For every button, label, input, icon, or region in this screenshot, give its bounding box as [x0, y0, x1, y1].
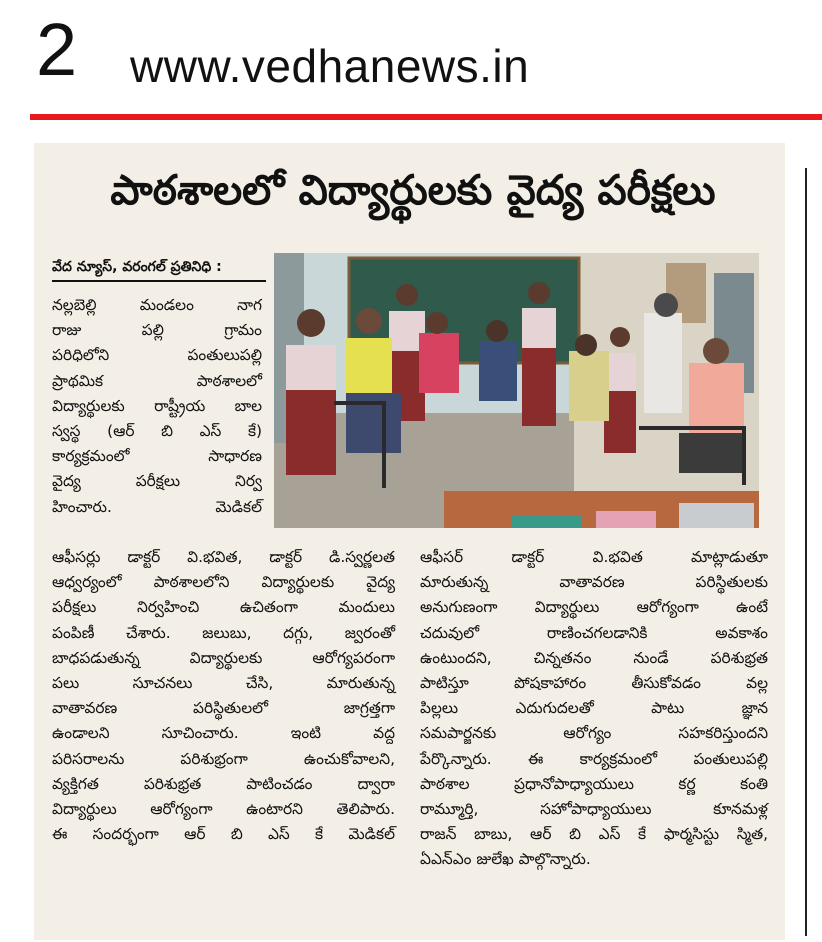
text-line: మారుతున్న వాతావరణ పరిస్థితులకు [420, 573, 768, 592]
article-body-col-right [420, 545, 768, 873]
news-article [34, 143, 785, 940]
article-headline: పాఠశాలలో విద్యార్థులకు వైద్య పరీక్షలు [110, 166, 716, 214]
text-line: చదువులో రాణించగలడానికి అవకాశం [420, 623, 768, 642]
text-line: ప్రాథమిక పాఠశాలలో [52, 371, 262, 390]
site-url: www.vedhanews.in [130, 40, 530, 92]
text-line: నల్లబెల్లి మండలం నాగ [52, 296, 262, 314]
article-body-col-left [52, 545, 395, 847]
byline-underline [52, 280, 266, 282]
text-line: పరిధిలోని పంతులుపల్లి [52, 346, 262, 365]
article-photo [274, 253, 759, 528]
article-byline: వేద న్యూస్, వరంగల్ ప్రతినిధి : [52, 259, 222, 275]
text-line: పరీక్షలు నిర్వహించి ఉచితంగా మందులు [52, 598, 395, 617]
text-line: అనుగుణంగా విద్యార్థులు ఆరోగ్యంగా ఉంటే [420, 598, 768, 617]
page-number: 2 [36, 8, 78, 91]
text-line: ఆఫీసర్లు డాక్టర్ వి.భవిత, డాక్టర్ డి.స్వర్ణలత [52, 548, 395, 566]
column-divider-rule [805, 168, 807, 936]
text-line: పేర్కొన్నారు. ఈ కార్యక్రమంలో పంతులుపల్లి [420, 749, 768, 768]
classroom-photo-illustration [274, 253, 759, 528]
text-line: కార్యక్రమంలో సాధారణ [52, 447, 262, 466]
text-line: పలు సూచనలు చేసి, మారుతున్న [52, 674, 395, 693]
text-line: బాధపడుతున్న విద్యార్థులకు ఆరోగ్యపరంగా [52, 648, 395, 667]
text-line: రామ్మూర్తి, సహోపాధ్యాయులు కూనమళ్ల [420, 800, 768, 819]
text-line: ఆఫీసర్ డాక్టర్ వి.భవిత మాట్లాడుతూ [420, 548, 768, 566]
text-line: ఏఎన్ఎం జులేఖ పాల్గొన్నారు. [420, 850, 591, 869]
text-line: రాజన్ బాబు, ఆర్ బి ఎస్ కే ఫార్మసిస్టు స్మిత, [420, 825, 768, 844]
text-line: హించారు. మెడికల్ [52, 497, 262, 516]
text-line: వాతావరణ పరిస్థితులలో జాగ్రత్తగా [52, 699, 395, 718]
text-line: విద్యార్థులు ఆరోగ్యంగా ఉంటారని తెలిపారు. [52, 800, 395, 819]
text-line: ఆధ్వర్యంలో పాఠశాలలోని విద్యార్థులకు వైద్య [52, 573, 395, 592]
text-line: పాటిస్తూ పోషకాహారం తీసుకోవడం వల్ల [420, 674, 768, 693]
masthead-red-rule [30, 114, 822, 120]
text-line: పాఠశాల ప్రధానోపాధ్యాయులు కర్ణ కంతి [420, 774, 768, 793]
text-line: వైద్య పరీక్షలు నిర్వ [52, 472, 262, 491]
text-line: స్వస్థ (ఆర్ బి ఎస్ కే) [52, 422, 262, 441]
text-line: ఈ సందర్భంగా ఆర్ బి ఎస్ కే మెడికల్ [52, 825, 395, 844]
text-line: పంపిణీ చేశారు. జలుబు, దగ్గు, జ్వరంతో [52, 623, 395, 642]
text-line: ఉండాలని సూచించారు. ఇంటి వద్ద [52, 724, 395, 743]
text-line: పరిసరాలను పరిశుభ్రంగా ఉంచుకోవాలని, [52, 749, 395, 768]
article-body-col-left-top [52, 293, 262, 520]
text-line: రాజు పల్లి గ్రామం [52, 321, 262, 340]
text-line: వ్యక్తిగత పరిశుభ్రత పాటించడం ద్వారా [52, 774, 395, 793]
text-line: ఉంటుందని, చిన్నతనం నుండే పరిశుభ్రత [420, 648, 768, 667]
text-line: సమపార్జనకు ఆరోగ్యం సహకరిస్తుందని [420, 724, 768, 743]
text-line: విద్యార్థులకు రాష్ట్రీయ బాల [52, 396, 262, 415]
text-line: పిల్లలు ఎదుగుదలతో పాటు జ్ఞాన [420, 699, 768, 718]
